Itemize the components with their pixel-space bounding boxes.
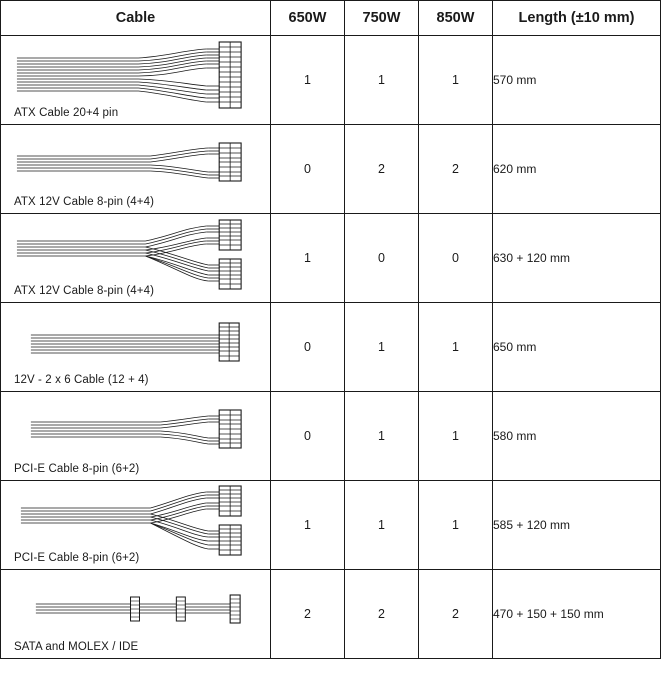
table-row <box>1 570 661 659</box>
cable-name: PCI-E Cable 8-pin (6+2) <box>14 552 140 564</box>
table-row <box>1 214 661 303</box>
cable-name: ATX 12V Cable 8-pin (4+4) <box>14 285 155 297</box>
count-750w: 1 <box>345 303 419 392</box>
count-850w: 0 <box>419 214 493 303</box>
cable-name: 12V - 2 x 6 Cable (12 + 4) <box>14 374 149 386</box>
column-header-750w: 750W <box>345 1 419 36</box>
cable-image-cell <box>1 125 271 214</box>
cable-length: 585 + 120 mm <box>493 481 661 570</box>
cable-image-cell <box>1 570 271 659</box>
cable-length: 620 mm <box>493 125 661 214</box>
count-750w: 2 <box>345 125 419 214</box>
column-header-650w: 650W <box>271 1 345 36</box>
count-850w: 1 <box>419 392 493 481</box>
cable-length: 470 + 150 + 150 mm <box>493 570 661 659</box>
count-750w: 0 <box>345 214 419 303</box>
count-850w: 2 <box>419 125 493 214</box>
table-header <box>1 1 661 36</box>
cable-length: 650 mm <box>493 303 661 392</box>
cable-name: ATX Cable 20+4 pin <box>14 107 119 119</box>
count-650w: 0 <box>271 125 345 214</box>
cable-image-cell <box>1 214 271 303</box>
count-850w: 2 <box>419 570 493 659</box>
table-row <box>1 36 661 125</box>
column-header-cable: Cable <box>1 1 271 36</box>
count-850w: 1 <box>419 36 493 125</box>
count-750w: 1 <box>345 36 419 125</box>
cable-name: PCI-E Cable 8-pin (6+2) <box>14 463 140 475</box>
table-row <box>1 303 661 392</box>
count-750w: 2 <box>345 570 419 659</box>
cable-image-cell <box>1 481 271 570</box>
count-650w: 0 <box>271 303 345 392</box>
column-header-850w: 850W <box>419 1 493 36</box>
count-650w: 0 <box>271 392 345 481</box>
table-body <box>1 36 661 659</box>
cable-length: 580 mm <box>493 392 661 481</box>
count-650w: 1 <box>271 214 345 303</box>
count-750w: 1 <box>345 392 419 481</box>
cable-image-cell <box>1 303 271 392</box>
count-650w: 1 <box>271 481 345 570</box>
table-row <box>1 392 661 481</box>
header-row <box>1 1 661 36</box>
cable-name: ATX 12V Cable 8-pin (4+4) <box>14 196 155 208</box>
count-650w: 2 <box>271 570 345 659</box>
cable-name: SATA and MOLEX / IDE <box>14 641 139 653</box>
table-row <box>1 125 661 214</box>
cable-image-cell <box>1 392 271 481</box>
count-850w: 1 <box>419 303 493 392</box>
count-850w: 1 <box>419 481 493 570</box>
cable-length: 570 mm <box>493 36 661 125</box>
column-header-length: Length (±10 mm) <box>493 1 661 36</box>
cable-image-cell <box>1 36 271 125</box>
count-650w: 1 <box>271 36 345 125</box>
count-750w: 1 <box>345 481 419 570</box>
cable-length: 630 + 120 mm <box>493 214 661 303</box>
table-row <box>1 481 661 570</box>
